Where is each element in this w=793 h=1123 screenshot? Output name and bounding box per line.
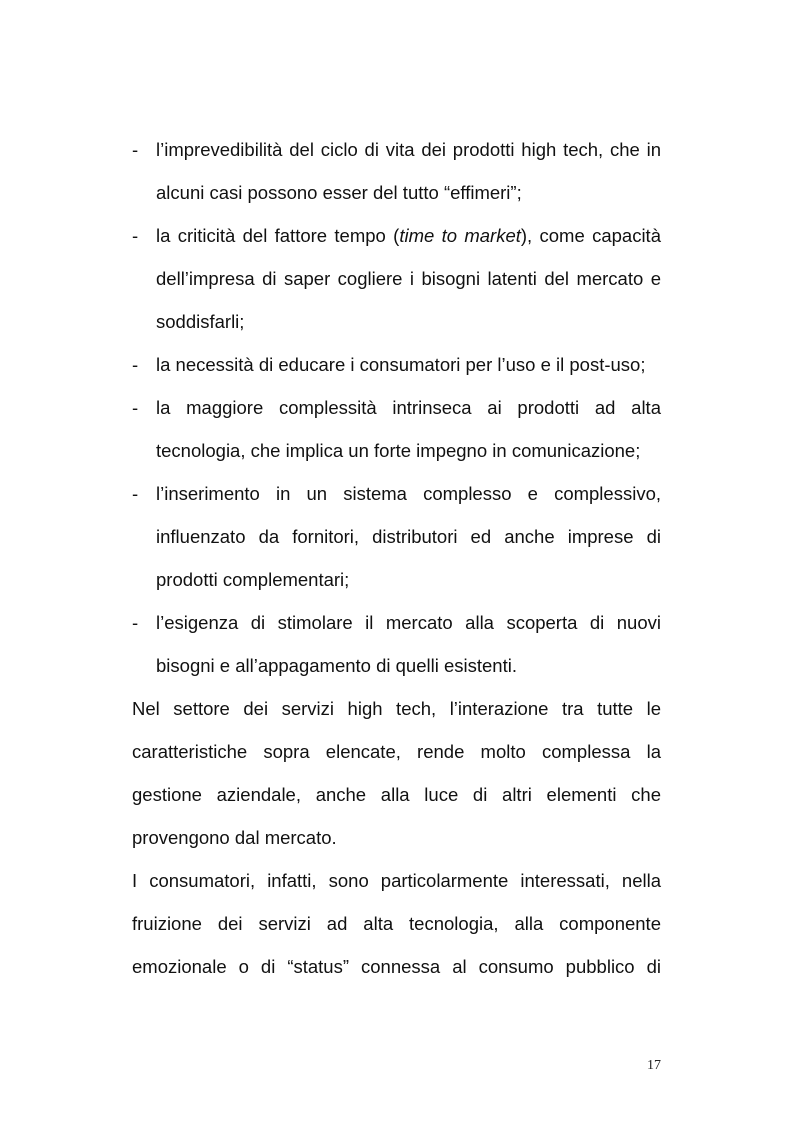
bullet-text: la necessità di educare i consumatori per l’uso e il post-uso; [156, 354, 646, 375]
bullet-text-part: la criticità del fattore tempo ( [156, 225, 400, 246]
bullet-dash: - [132, 225, 139, 246]
body-paragraph: I consumatori, infatti, sono particolarmente interessati, nella fruizione dei servizi ad alta tecnologia, alla componente emozionale o di “status” connessa al consumo pubblico di [132, 870, 661, 977]
bullet-dash: - [132, 612, 139, 633]
bullet-item [132, 343, 661, 386]
bullet-item [132, 386, 661, 472]
bullet-dash: - [132, 139, 139, 160]
page-number: 17 [647, 1058, 661, 1073]
bullet-dash: - [132, 354, 139, 375]
bullet-text: l’inserimento in un sistema complesso e complessivo, influenzato da fornitori, distributori ed anche imprese di prodotti complementari; [156, 483, 661, 590]
bullet-dash: - [132, 483, 139, 504]
bullet-text: l’esigenza di stimolare il mercato alla scoperta di nuovi bisogni e all’appagamento di quelli esistenti. [156, 612, 661, 676]
bullet-emphasis: time to market [399, 225, 521, 246]
bullet-item [132, 214, 661, 343]
bullet-dash: - [132, 397, 139, 418]
bullet-text-part: ), come capacità dell’impresa di saper cogliere i bisogni latenti del mercato e soddisfarli; [156, 225, 661, 332]
page-body [132, 128, 661, 988]
bullet-item [132, 601, 661, 687]
bullet-item [132, 472, 661, 601]
bullet-text: la maggiore complessità intrinseca ai prodotti ad alta tecnologia, che implica un forte impegno in comunicazione; [156, 397, 661, 461]
body-paragraph: Nel settore dei servizi high tech, l’interazione tra tutte le caratteristiche sopra elencate, rende molto complessa la gestione aziendale, anche alla luce di altri elementi che provengono dal mercato. [132, 698, 661, 848]
bullet-text: l’imprevedibilità del ciclo di vita dei prodotti high tech, che in alcuni casi possono esser del tutto “effimeri”; [156, 139, 661, 203]
bullet-item [132, 128, 661, 214]
